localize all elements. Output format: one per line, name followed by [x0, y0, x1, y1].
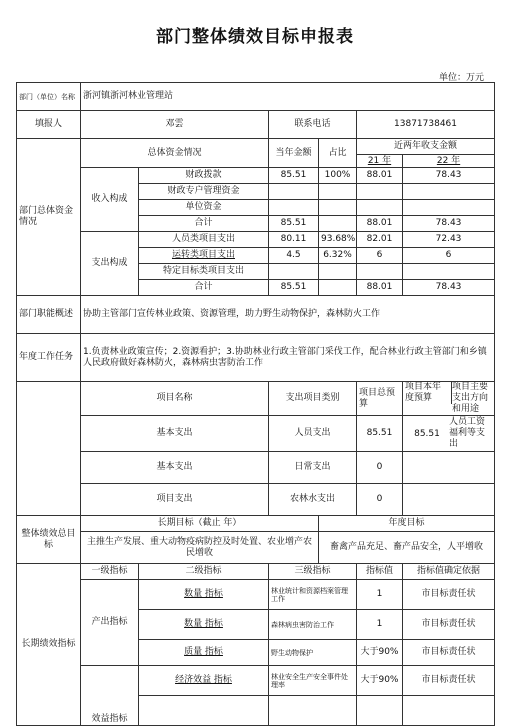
table-row: [17, 232, 495, 248]
proj-col-use: [403, 382, 495, 416]
duty-row: [17, 296, 495, 334]
proj-total: 0: [357, 484, 403, 516]
dept-row: [17, 83, 495, 111]
projects-blank-cell: [17, 382, 81, 516]
col-recent: 近两年收支金额: [357, 139, 495, 155]
expense-y2: 78.43: [403, 280, 495, 296]
ind-basis: 市目标责任状: [403, 610, 495, 640]
ind-col-2: 二级指标: [139, 564, 269, 580]
unit-label: 单位：万元: [438, 73, 484, 83]
expense-y1: 82.01: [357, 232, 403, 248]
funds-section-label: 部门总体资金情况: [17, 139, 81, 296]
tasks-value: 1.负责林业政策宣传；2.资源看护；3.协助林业行政主管部门采伐工作，配合林业行政主管部门和乡镇人民政府做好森林防火，森林病虫害防治工作: [81, 334, 495, 382]
duty-label: 部门职能概述: [17, 296, 81, 334]
income-label: 收入构成: [81, 168, 139, 232]
table-row: [17, 484, 495, 516]
income-y1: 88.01: [357, 168, 403, 184]
output-label: 产出指标: [81, 580, 139, 666]
funds-overview-label: 总体资金情况: [81, 139, 269, 168]
page-title: 部门整体绩效目标申报表: [156, 27, 354, 47]
proj-annual-use-cell: [403, 416, 495, 452]
income-current: [269, 184, 319, 200]
proj-annual: [403, 452, 495, 484]
income-ratio: [319, 200, 357, 216]
income-current: [269, 200, 319, 216]
proj-total: 85.51: [357, 416, 403, 452]
income-current: 85.51: [269, 216, 319, 232]
expense-name: 运转类项目支出: [139, 248, 269, 264]
ind-level2: 数量 指标: [139, 610, 269, 640]
table-row: [17, 168, 495, 184]
projects-header-row: [17, 382, 495, 416]
ind-col-5: 指标值确定依据: [403, 564, 495, 580]
col-current: 当年金额: [269, 139, 319, 168]
goal-long-value: 主推生产发展、重大动物疫病防控及时处置、农业增产农民增收: [81, 532, 319, 564]
income-y2: 78.43: [403, 168, 495, 184]
proj-category: 日常支出: [269, 452, 357, 484]
proj-category: 人员支出: [269, 416, 357, 452]
ind-value: 大于90%: [357, 640, 403, 666]
income-current: 85.51: [269, 168, 319, 184]
filler-value: 邓雲: [81, 111, 269, 139]
ind-level2: 经济效益 指标: [139, 666, 269, 696]
indicators-header-row: [17, 564, 495, 580]
ind-value: 大于90%: [357, 666, 403, 696]
proj-annual: [403, 484, 495, 516]
benefit-label: 效益指标: [81, 666, 139, 726]
ind-value: 1: [357, 580, 403, 610]
ind-level2: 质量 指标: [139, 640, 269, 666]
expense-ratio: [319, 280, 357, 296]
income-y1: [357, 200, 403, 216]
contact-label: 联系电话: [269, 111, 357, 139]
ind-basis: 市目标责任状: [403, 666, 495, 696]
table-row: [17, 416, 495, 452]
year2-label: 22 年: [403, 155, 495, 168]
filler-label: 填报人: [17, 111, 81, 139]
table-row: [17, 580, 495, 610]
income-y2: [403, 184, 495, 200]
expense-current: 85.51: [269, 280, 319, 296]
income-name: 合计: [139, 216, 269, 232]
income-name: 财政专户管理资金: [139, 184, 269, 200]
empty-cell: [357, 696, 403, 726]
ind-basis: 市目标责任状: [403, 640, 495, 666]
ind-value: 1: [357, 610, 403, 640]
goal-label: 整体绩效总目标: [17, 516, 81, 564]
indicators-section-label: 长期绩效指标: [17, 564, 81, 726]
expense-label: 支出构成: [81, 232, 139, 296]
dept-label: 部门（单位）名称: [17, 83, 81, 111]
expense-y1: [357, 264, 403, 280]
income-ratio: 100%: [319, 168, 357, 184]
expense-y2: 72.43: [403, 232, 495, 248]
goal-header-row: [17, 516, 495, 532]
income-name: 单位资金: [139, 200, 269, 216]
proj-col-annual: 项目本年度预算: [403, 382, 452, 404]
income-ratio: [319, 216, 357, 232]
proj-col-category: 支出项目类别: [269, 382, 357, 416]
income-ratio: [319, 184, 357, 200]
tasks-label: 年度工作任务: [17, 334, 81, 382]
empty-cell: [269, 696, 357, 726]
expense-current: 80.11: [269, 232, 319, 248]
expense-current: 4.5: [269, 248, 319, 264]
duty-value: 协助主管部门宣传林业政策、资源管理，助力野生动物保护，森林防火工作: [81, 296, 495, 334]
proj-col-total: 项目总预算: [357, 382, 403, 416]
goal-value-row: [17, 532, 495, 564]
dept-value: 浙河镇浙河林业管理站: [81, 83, 495, 111]
expense-y2: [403, 264, 495, 280]
ind-col-1: 一级指标: [81, 564, 139, 580]
year1-label: 21 年: [357, 155, 403, 168]
funds-header-row: [17, 139, 495, 155]
proj-name: 项目支出: [81, 484, 269, 516]
ind-level3: 林业安全生产安全事件处理率: [269, 666, 357, 696]
ind-col-4: 指标值: [357, 564, 403, 580]
filler-row: [17, 111, 495, 139]
expense-y2: 6: [403, 248, 495, 264]
expense-y1: 88.01: [357, 280, 403, 296]
proj-col-use-text: 项目主要支出方向和用途: [452, 382, 489, 414]
goal-annual-header: 年度目标: [319, 516, 495, 532]
proj-name: 基本支出: [81, 452, 269, 484]
expense-ratio: [319, 264, 357, 280]
proj-name: 基本支出: [81, 416, 269, 452]
tasks-row: [17, 334, 495, 382]
proj-annual: 85.51: [414, 429, 440, 439]
expense-name: 人员类项目支出: [139, 232, 269, 248]
table-row: [17, 452, 495, 484]
goal-annual-value: 畜禽产品充足、畜产品安全，人平增收: [319, 532, 495, 564]
contact-value: 13871738461: [357, 111, 495, 139]
proj-use: 人员工资福利等支出: [449, 417, 486, 449]
ind-level3: 野生动物保护: [269, 640, 357, 666]
expense-ratio: 93.68%: [319, 232, 357, 248]
income-y2: [403, 200, 495, 216]
income-y2: 78.43: [403, 216, 495, 232]
income-y1: [357, 184, 403, 200]
expense-current: [269, 264, 319, 280]
ind-level3: 林业统计和资源档案管理工作: [269, 580, 357, 610]
expense-y1: 6: [357, 248, 403, 264]
proj-category: 农林水支出: [269, 484, 357, 516]
income-y1: 88.01: [357, 216, 403, 232]
expense-ratio: 6.32%: [319, 248, 357, 264]
ind-basis: 市目标责任状: [403, 580, 495, 610]
col-ratio: 占比: [319, 139, 357, 168]
table-row: [17, 666, 495, 696]
ind-col-3: 三级指标: [269, 564, 357, 580]
goal-long-header: 长期目标（截止 年）: [81, 516, 319, 532]
proj-total: 0: [357, 452, 403, 484]
expense-name: 特定目标类项目支出: [139, 264, 269, 280]
empty-cell: [139, 696, 269, 726]
expense-name: 合计: [139, 280, 269, 296]
proj-col-name: 项目名称: [81, 382, 269, 416]
income-name: 财政拨款: [139, 168, 269, 184]
empty-cell: [403, 696, 495, 726]
ind-level3: 森林病虫害防治工作: [269, 610, 357, 640]
ind-level2: 数量 指标: [139, 580, 269, 610]
performance-form-table: [16, 82, 495, 726]
